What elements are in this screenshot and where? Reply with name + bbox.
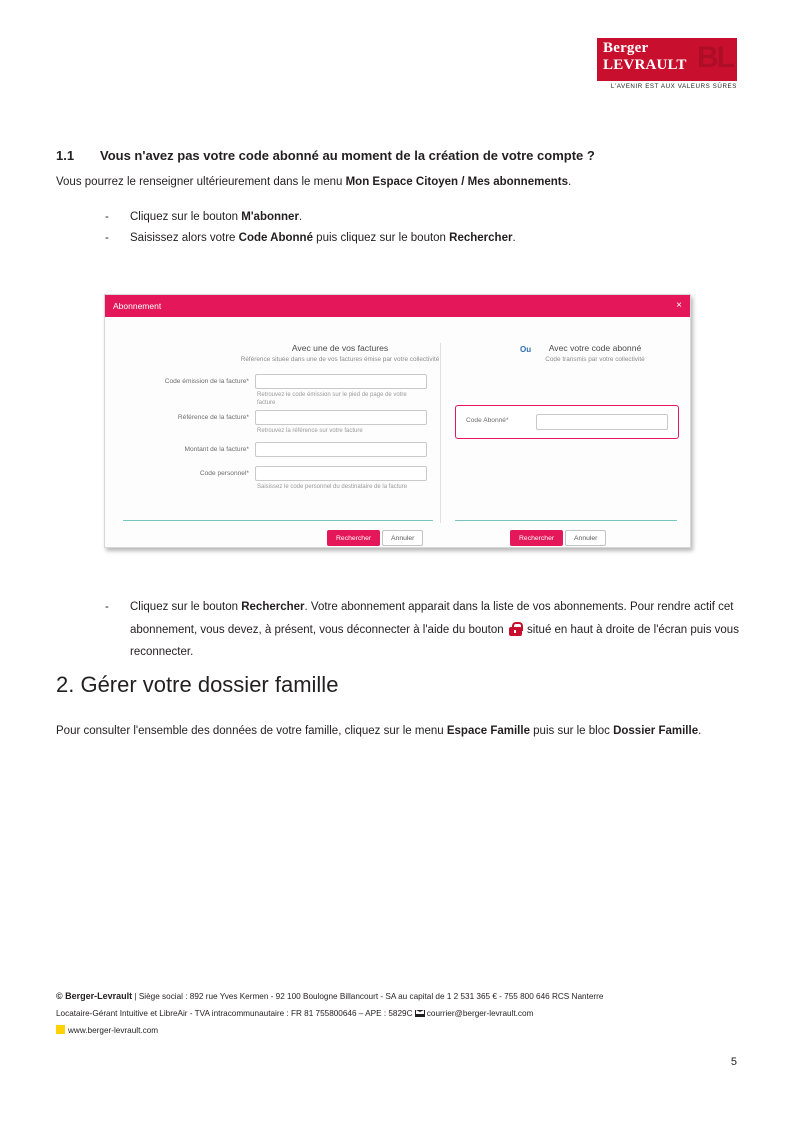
section-title: Vous n'avez pas votre code abonné au moment de la création de votre compte ? (100, 148, 595, 163)
logo-tagline: L'AVENIR EST AUX VALEURS SÛRES (610, 83, 737, 90)
right-column-subtitle: Code transmis par votre collectivité (545, 356, 645, 363)
mail-icon (415, 1010, 425, 1017)
bullet-text-suffix: . (512, 232, 516, 244)
bullet-text-part3: situé en haut à droite de l'écran puis vous reconnecter. (130, 623, 739, 658)
paragraph2-mid: puis sur le bloc (529, 725, 614, 737)
separator-or: Ou (520, 345, 532, 354)
field-help-reference-facture: Retrouvez la référence sur votre facture (257, 428, 363, 434)
field-code-personnel[interactable] (255, 466, 427, 481)
field-montant-facture[interactable] (255, 442, 427, 457)
left-column-title: Avec une de vos factures (291, 343, 389, 353)
bullet-text-part2: . Votre abonnement apparait dans la liste de vos abonnements. Pour rendre actif cet abonnement, vous devez, à présent, vous déconnecter à l'aide du bouton (130, 601, 734, 636)
footer-email[interactable]: courrier@berger-levrault.com (426, 1009, 534, 1018)
left-column-subtitle: Référence située dans une de vos factures émise par votre collectivité (240, 356, 440, 363)
field-label-code-abonne: Code Abonné* (466, 417, 509, 424)
document-footer (56, 988, 746, 1039)
field-label-reference-facture: Référence de la facture* (177, 414, 249, 421)
instruction-list (100, 207, 740, 249)
right-cancel-button[interactable]: Annuler (565, 530, 606, 546)
website-icon (56, 1025, 65, 1034)
bullet-bold: Rechercher (241, 601, 305, 613)
intro-paragraph (56, 174, 746, 191)
bullet-text-prefix: Cliquez sur le bouton (130, 601, 242, 613)
intro-suffix: . (567, 176, 572, 188)
paragraph2-bold-1: Espace Famille (446, 725, 530, 737)
logo-wordmark (603, 40, 687, 74)
logo-line1: Berger (603, 40, 649, 56)
bullet-text-mid: puis cliquez sur le bouton (312, 232, 450, 244)
right-rule (455, 520, 677, 521)
paragraph-2 (56, 723, 746, 740)
field-label-montant-facture: Montant de la facture* (184, 446, 249, 453)
left-cancel-button[interactable]: Annuler (382, 530, 423, 546)
field-label-code-emission: Code émission de la facture* (164, 378, 249, 385)
left-rule (123, 520, 433, 521)
column-divider (440, 343, 441, 523)
list-item (100, 228, 740, 249)
field-label-code-personnel: Code personnel* (199, 470, 249, 477)
field-code-abonne[interactable] (536, 414, 668, 430)
bullet-bold-2: Rechercher (449, 232, 513, 244)
field-code-emission[interactable] (255, 374, 427, 389)
lock-icon (509, 622, 522, 636)
section-number: 1.1 (56, 148, 75, 163)
bullet-dash: - (105, 232, 109, 244)
instruction-list-2 (100, 596, 745, 664)
page-number: 5 (730, 1056, 737, 1068)
paragraph2-bold-2: Dossier Famille (613, 725, 699, 737)
intro-bold: Mon Espace Citoyen / Mes abonnements (345, 176, 568, 188)
footer-line-2 (56, 1005, 746, 1022)
right-column-title: Avec votre code abonné (548, 343, 642, 353)
modal-title: Abonnement (113, 301, 162, 311)
section-heading (56, 148, 746, 163)
bullet-dash: - (105, 601, 109, 613)
bullet-text-suffix: . (298, 211, 303, 223)
logo-line2: LEVRAULT (603, 57, 687, 73)
page-title: 2. Gérer votre dossier famille (56, 672, 339, 697)
modal-titlebar (105, 295, 690, 317)
left-search-button[interactable]: Rechercher (327, 530, 380, 546)
footer-company: © Berger-Levrault (56, 991, 133, 1001)
footer-legal: | Siège social : 892 rue Yves Kermen - 92 100 Boulogne Billancourt - SA au capital de 1 2 531 365 € - 755 800 646 RCS Nanterre (132, 992, 604, 1001)
right-search-button[interactable]: Rechercher (510, 530, 563, 546)
bullet-text-prefix: Cliquez sur le bouton (130, 211, 242, 223)
bullet-bold: M'abonner (241, 211, 299, 223)
field-help-code-personnel: Saisissez le code personnel du destinataire de la facture (257, 484, 408, 490)
code-abonne-group (455, 405, 679, 439)
intro-prefix: Vous pourrez le renseigner ultérieurement dans le menu (56, 176, 346, 188)
paragraph2-prefix: Pour consulter l'ensemble des données de votre famille, cliquez sur le menu (56, 725, 447, 737)
list-item (100, 596, 745, 664)
bullet-bold: Code Abonné (238, 232, 313, 244)
field-reference-facture[interactable] (255, 410, 427, 425)
paragraph2-suffix: . (698, 725, 702, 737)
modal-body (105, 317, 690, 547)
bullet-dash: - (105, 211, 109, 223)
close-icon[interactable]: × (676, 300, 682, 311)
subscription-modal-screenshot (104, 294, 691, 548)
logo-monogram: BL (697, 41, 733, 74)
bullet-text-prefix: Saisissez alors votre (130, 232, 239, 244)
berger-levrault-logo (597, 38, 737, 90)
field-help-code-emission: Retrouvez le code émission sur le pied de page de votre facture (257, 392, 407, 406)
logo-red-block (597, 38, 737, 81)
footer-tax-info: Locataire-Gérant Intuitive et LibreAir - TVA intracommunautaire : FR 81 755800646 – APE : 5829C (56, 1009, 413, 1018)
footer-legal-line (56, 988, 746, 1005)
footer-line-3 (56, 1022, 746, 1039)
footer-website[interactable]: www.berger-levrault.com (68, 1026, 159, 1035)
list-item (100, 207, 740, 228)
